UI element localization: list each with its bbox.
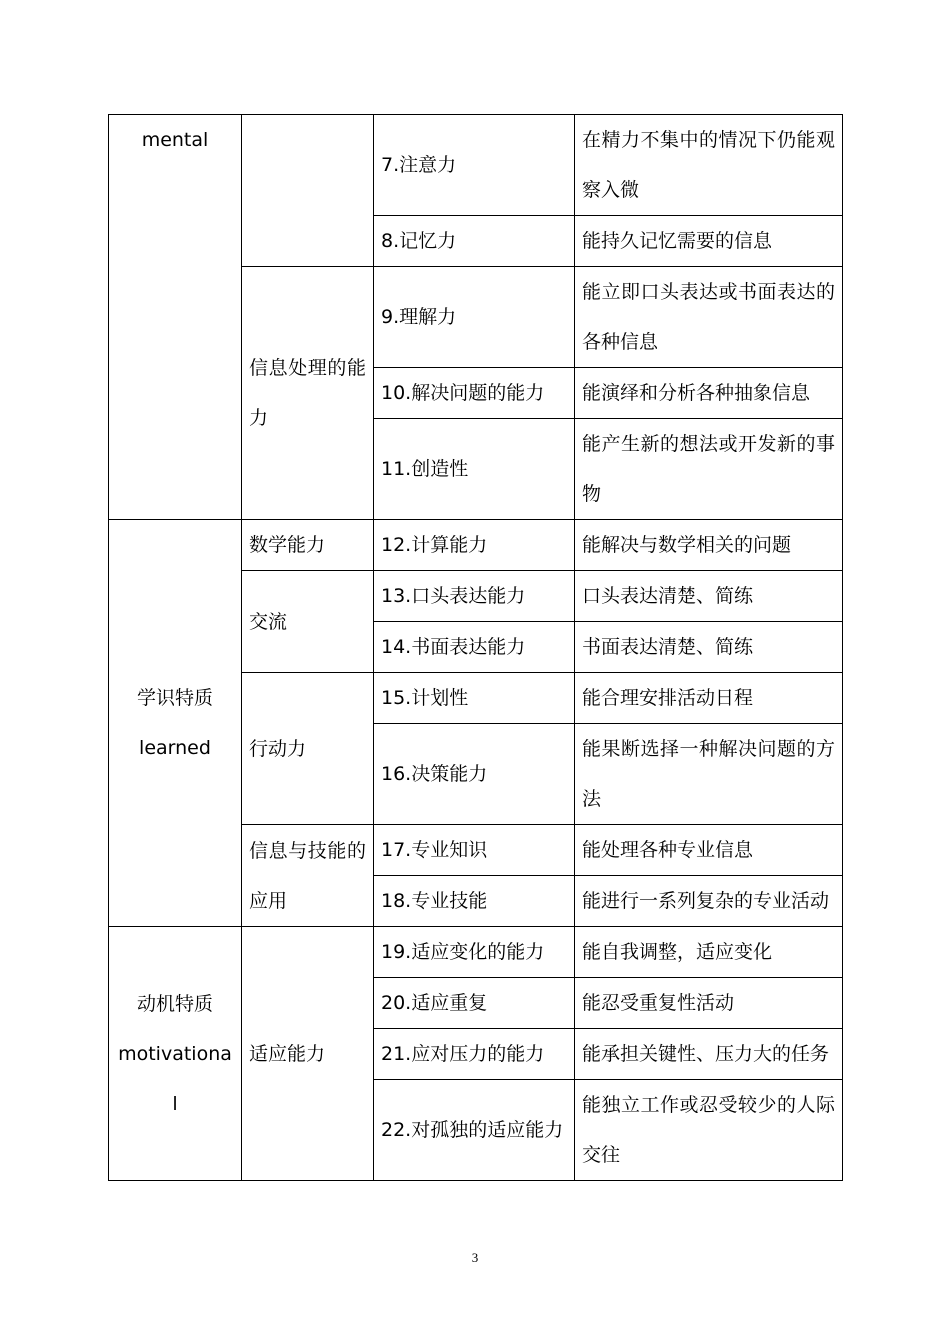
desc-cell: 能解决与数学相关的问题: [575, 520, 843, 571]
desc-cell: 能进行一系列复杂的专业活动: [575, 876, 843, 927]
category-mental: mental: [109, 115, 242, 520]
group-communication: 交流: [242, 571, 374, 673]
table-row: [109, 927, 843, 978]
desc-cell: 能独立工作或忍受较少的人际交往: [575, 1080, 843, 1181]
desc-cell: 在精力不集中的情况下仍能观察入微: [575, 115, 843, 216]
item-cell: 16.决策能力: [374, 724, 575, 825]
category-learned: [109, 520, 242, 927]
item-cell: 10.解决问题的能力: [374, 368, 575, 419]
category-motivational: [109, 927, 242, 1181]
item-cell: 21.应对压力的能力: [374, 1029, 575, 1080]
desc-cell: 能忍受重复性活动: [575, 978, 843, 1029]
item-cell: 12.计算能力: [374, 520, 575, 571]
desc-cell: 能自我调整，适应变化: [575, 927, 843, 978]
desc-cell: 能处理各种专业信息: [575, 825, 843, 876]
item-cell: 22.对孤独的适应能力: [374, 1080, 575, 1181]
desc-cell: 能果断选择一种解决问题的方法: [575, 724, 843, 825]
item-cell: 17.专业知识: [374, 825, 575, 876]
item-cell: 15.计划性: [374, 673, 575, 724]
ability-table: [108, 114, 843, 1181]
group-empty: [242, 115, 374, 267]
group-info-processing: 信息处理的能力: [242, 267, 374, 520]
item-cell: 7.注意力: [374, 115, 575, 216]
category-motivational-en: motivational: [118, 1042, 232, 1115]
desc-cell: 能合理安排活动日程: [575, 673, 843, 724]
desc-cell: 能承担关键性、压力大的任务: [575, 1029, 843, 1080]
item-cell: 14.书面表达能力: [374, 622, 575, 673]
desc-cell: 能持久记忆需要的信息: [575, 216, 843, 267]
item-cell: 20.适应重复: [374, 978, 575, 1029]
item-cell: 13.口头表达能力: [374, 571, 575, 622]
desc-cell: 能产生新的想法或开发新的事物: [575, 419, 843, 520]
desc-cell: 书面表达清楚、简练: [575, 622, 843, 673]
page-number: 3: [471, 1250, 479, 1265]
desc-cell: 口头表达清楚、简练: [575, 571, 843, 622]
category-motivational-cn: 动机特质: [136, 992, 213, 1015]
table-row: [109, 520, 843, 571]
group-math: 数学能力: [242, 520, 374, 571]
item-cell: 8.记忆力: [374, 216, 575, 267]
item-cell: 11.创造性: [374, 419, 575, 520]
group-info-skill: 信息与技能的应用: [242, 825, 374, 927]
item-cell: 19.适应变化的能力: [374, 927, 575, 978]
item-cell: 18.专业技能: [374, 876, 575, 927]
group-action: 行动力: [242, 673, 374, 825]
category-learned-en: learned: [139, 737, 211, 759]
item-cell: 9.理解力: [374, 267, 575, 368]
table-row: [109, 115, 843, 216]
category-learned-cn: 学识特质: [136, 687, 213, 709]
desc-cell: 能立即口头表达或书面表达的各种信息: [575, 267, 843, 368]
desc-cell: 能演绎和分析各种抽象信息: [575, 368, 843, 419]
group-adaptation: 适应能力: [242, 927, 374, 1181]
